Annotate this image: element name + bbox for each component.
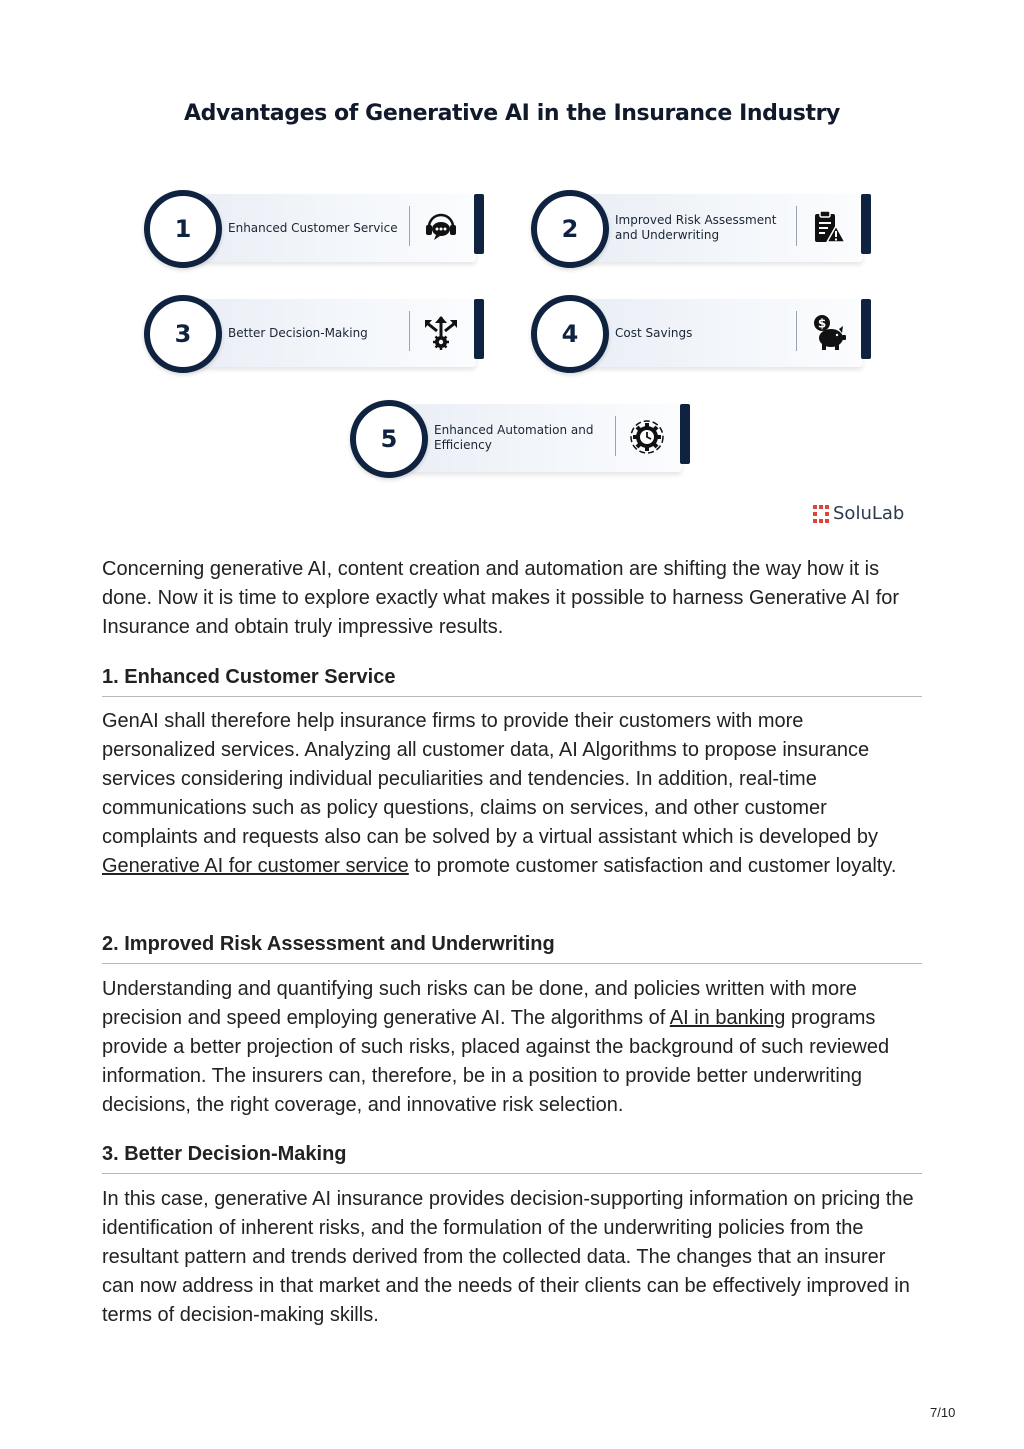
card-label: Enhanced Customer Service (228, 220, 398, 235)
card-label: Cost Savings (615, 325, 693, 340)
section-paragraph-3: In this case, generative AI insurance provides decision-supporting information on pricing the identification of inherent risks, and the formulation of the underwriting policies from the resultant pattern and trends derived from the collected data. The changes that an insurer can now address in that market and the needs of their clients can be effectively improved in terms of decision-making skills. (102, 1188, 914, 1326)
brand-name: SoluLab (833, 503, 905, 524)
infographic-title: Advantages of Generative AI in the Insurance Industry (184, 101, 840, 126)
svg-text:$: $ (817, 316, 827, 331)
decision-arrows-icon (422, 313, 460, 351)
advantage-card-4 (531, 295, 871, 373)
section-paragraph-2: Understanding and quantifying such risks can be done, and policies written with more precision and speed employing generative AI. The algorithms of AI in banking programs provide a better projection of such risks, placed against the background of such reviewed information. The insurers can, therefore, be in a position to provide better underwriting decisions, the right coverage, and innovative risk selection. (102, 978, 890, 1116)
card-label: Better Decision-Making (228, 325, 368, 340)
card-label: Improved Risk Assessment and Underwriting (615, 213, 777, 242)
card-number: 5 (350, 400, 428, 478)
customer-support-icon (422, 208, 460, 246)
card-number: 3 (144, 295, 222, 373)
card-number: 2 (531, 190, 609, 268)
section-paragraph-1: GenAI shall therefore help insurance firms to provide their customers with more personalized services. Analyzing all customer data, AI Algorithms to propose insurance services considering individual peculiarities and tendencies. In addition, real-time communications such as policy questions, claims on services, and other customer complaints and requests also can be solved by a virtual assistant which is developed by Generative AI for customer service to promote customer satisfaction and customer loyalty. (102, 710, 897, 877)
section-heading-1: 1. Enhanced Customer Service (102, 666, 922, 697)
card-label: Enhanced Automation and Efficiency (434, 423, 594, 452)
advantage-card-1 (144, 190, 484, 268)
advantage-card-3 (144, 295, 484, 373)
solulab-logo (813, 503, 904, 524)
clipboard-warning-icon (809, 208, 847, 246)
advantage-card-2 (531, 190, 871, 268)
card-number: 4 (531, 295, 609, 373)
gear-clock-icon (628, 418, 666, 456)
solulab-logo-icon (813, 505, 829, 523)
section-heading-2: 2. Improved Risk Assessment and Underwriting (102, 933, 922, 964)
section-heading-3: 3. Better Decision-Making (102, 1143, 922, 1174)
generative-ai-customer-service-link[interactable]: Generative AI for customer service (102, 855, 409, 877)
piggy-bank-icon (809, 313, 847, 351)
advantage-card-5 (350, 400, 690, 478)
page-number: 7/10 (930, 1405, 956, 1420)
ai-in-banking-link[interactable]: AI in banking (669, 1007, 786, 1029)
intro-paragraph: Concerning generative AI, content creation and automation are shifting the way how it is done. Now it is time to explore exactly what makes it possible to harness Generative AI for Insurance and obtain truly impressive results. (102, 558, 900, 638)
card-number: 1 (144, 190, 222, 268)
